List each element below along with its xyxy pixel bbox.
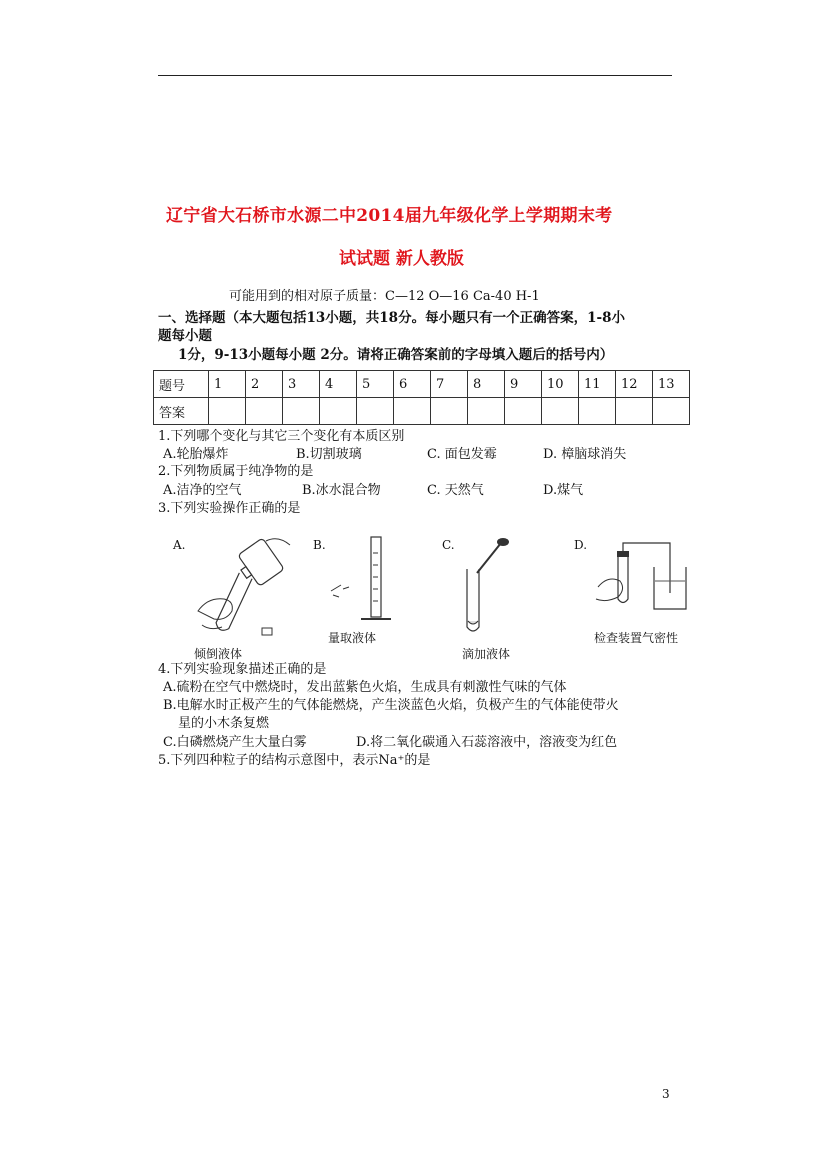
question-number-cell: 2 [246, 371, 283, 398]
answer-cell[interactable] [579, 398, 616, 425]
question-number-cell: 1 [209, 371, 246, 398]
question-number-cell: 12 [616, 371, 653, 398]
answer-cell[interactable] [505, 398, 542, 425]
table-row [154, 371, 690, 398]
q4-option-c: C.白磷燃烧产生大量白雾 [163, 735, 307, 750]
answer-cell[interactable] [394, 398, 431, 425]
section1-heading-line1: 一、选择题（本大题包括13小题，共18分。每小题只有一个正确答案，1-8小 [158, 310, 625, 326]
question-number-cell: 5 [357, 371, 394, 398]
dropper-illustration [455, 535, 515, 640]
q4-stem: 4.下列实验现象描述正确的是 [158, 662, 327, 677]
fig-a-caption: 倾倒液体 [194, 647, 243, 661]
q4-option-a: A.硫粉在空气中燃烧时，发出蓝紫色火焰，生成具有刺激性气味的气体 [163, 680, 567, 695]
question-number-cell: 9 [505, 371, 542, 398]
question-number-cell: 13 [653, 371, 690, 398]
q3-stem: 3.下列实验操作正确的是 [158, 501, 301, 516]
q1-option-a: A.轮胎爆炸 [163, 447, 229, 462]
answer-cell[interactable] [431, 398, 468, 425]
answer-cell[interactable] [653, 398, 690, 425]
q2-option-a: A.洁净的空气 [163, 483, 242, 498]
question-number-cell: 4 [320, 371, 357, 398]
q2-option-d: D.煤气 [543, 483, 584, 498]
q1-option-d: D. 樟脑球消失 [543, 447, 627, 462]
q5-stem: 5.下列四种粒子的结构示意图中，表示Na⁺的是 [158, 753, 431, 768]
fig-d-caption: 检查装置气密性 [594, 631, 679, 645]
page-number: 3 [662, 1087, 670, 1101]
fig-b-letter: B. [313, 538, 326, 552]
answer-cell[interactable] [320, 398, 357, 425]
fig-c-caption: 滴加液体 [462, 647, 511, 661]
q1-option-c: C. 面包发霉 [427, 447, 497, 462]
question-number-cell: 6 [394, 371, 431, 398]
question-number-cell: 8 [468, 371, 505, 398]
pouring-liquid-illustration [188, 533, 298, 643]
airtightness-check-illustration [588, 537, 698, 627]
answer-cell[interactable] [209, 398, 246, 425]
answer-cell[interactable] [283, 398, 320, 425]
q4-option-d: D.将二氧化碳通入石蕊溶液中，溶液变为红色 [356, 735, 618, 750]
q2-stem: 2.下列物质属于纯净物的是 [158, 464, 314, 479]
fig-d-letter: D. [574, 538, 588, 552]
answer-cell[interactable] [542, 398, 579, 425]
question-number-cell: 11 [579, 371, 616, 398]
section1-heading-line3: 1分，9-13小题每小题 2分。请将正确答案前的字母填入题后的括号内） [178, 347, 614, 363]
q3-figures [170, 533, 690, 665]
q4-option-b-line2: 星的小木条复燃 [178, 716, 270, 731]
doc-title-line2: 试试题 新人教版 [339, 249, 464, 269]
answer-cell[interactable] [468, 398, 505, 425]
header-rule [158, 75, 672, 76]
fig-a-letter: A. [173, 538, 186, 552]
section1-heading-line2: 题每小题 [158, 328, 212, 344]
question-number-cell: 7 [431, 371, 468, 398]
q1-option-b: B.切割玻璃 [296, 447, 362, 462]
q2-option-c: C. 天然气 [427, 483, 484, 498]
answer-cell[interactable] [357, 398, 394, 425]
answer-table [153, 370, 690, 425]
q2-option-b: B.冰水混合物 [302, 483, 381, 498]
atomic-masses: 可能用到的相对原子质量：C—12 O—16 Ca-40 H-1 [229, 289, 540, 304]
answer-cell[interactable] [616, 398, 653, 425]
question-number-cell: 3 [283, 371, 320, 398]
q1-stem: 1.下列哪个变化与其它三个变化有本质区别 [158, 429, 405, 444]
row-label-number: 题号 [154, 371, 209, 398]
fig-b-caption: 量取液体 [328, 631, 377, 645]
table-row [154, 398, 690, 425]
q4-option-b-line1: B.电解水时正极产生的气体能燃烧，产生淡蓝色火焰，负极产生的气体能使带火 [163, 698, 619, 713]
question-number-cell: 10 [542, 371, 579, 398]
row-label-answer: 答案 [154, 398, 209, 425]
fig-c-letter: C. [442, 538, 455, 552]
doc-title-line1: 辽宁省大石桥市水源二中2014届九年级化学上学期期末考 [166, 206, 613, 226]
graduated-cylinder-illustration [325, 533, 395, 628]
answer-cell[interactable] [246, 398, 283, 425]
